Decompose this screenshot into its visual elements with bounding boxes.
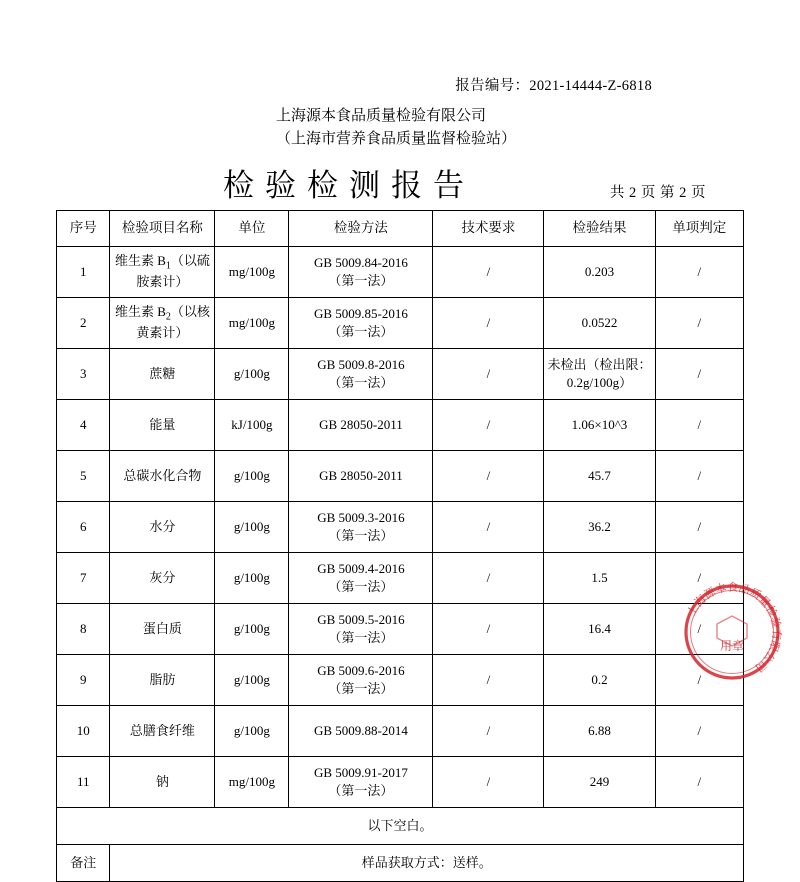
cell-requirement: /: [433, 756, 544, 807]
cell-result: 6.88: [544, 705, 655, 756]
cell-item-name: 脂肪: [110, 654, 215, 705]
cell-result: 249: [544, 756, 655, 807]
cell-item-name: 水分: [110, 501, 215, 552]
cell-requirement: /: [433, 603, 544, 654]
header-result: 检验结果: [544, 210, 655, 246]
cell-index: 9: [57, 654, 110, 705]
cell-unit: mg/100g: [215, 756, 289, 807]
cell-requirement: /: [433, 705, 544, 756]
cell-judgement: /: [655, 348, 744, 399]
table-row: [57, 756, 744, 807]
seal-center-text: 用章: [719, 639, 745, 653]
remark-row: [57, 844, 744, 881]
method-line1: GB 5009.85-2016: [313, 305, 408, 321]
cell-unit: mg/100g: [215, 297, 289, 348]
table-row: [57, 552, 744, 603]
cell-item-name: 总碳水化合物: [110, 450, 215, 501]
table-row: [57, 246, 744, 297]
cell-item-name: [110, 297, 215, 348]
table-row: [57, 654, 744, 705]
method-line1: GB 5009.8-2016: [317, 356, 405, 372]
report-number-value: 2021-14444-Z-6818: [529, 78, 652, 94]
method-line2: （第一法）: [328, 272, 394, 288]
cell-method: [289, 501, 433, 552]
cell-method: [289, 756, 433, 807]
cell-unit: g/100g: [215, 654, 289, 705]
table-row: [57, 603, 744, 654]
header-judgement: 单项判定: [655, 210, 744, 246]
method-line2: （第一法）: [328, 578, 394, 594]
cell-index: 3: [57, 348, 110, 399]
method-line2: （第一法）: [328, 782, 394, 798]
cell-item-name: 能量: [110, 399, 215, 450]
cell-result: 0.2: [544, 654, 655, 705]
cell-index: 6: [57, 501, 110, 552]
cell-judgement: /: [655, 297, 744, 348]
item-name-sub: 1: [165, 260, 171, 272]
cell-requirement: /: [433, 297, 544, 348]
issuing-organization: [56, 105, 744, 152]
cell-result: 未检出（检出限：0.2g/100g）: [544, 348, 655, 399]
cell-index: 2: [57, 297, 110, 348]
method-line1: GB 5009.5-2016: [317, 611, 405, 627]
cell-method: [289, 246, 433, 297]
org-subname: （上海市营养食品质量监督检验站）: [276, 131, 517, 148]
svg-text:上海源本食品质量检验有限公司: 上海源本食品质量检验有限公司: [685, 581, 783, 674]
header-index: 序号: [57, 210, 110, 246]
header-method: 检验方法: [289, 210, 433, 246]
item-name-main: 维生素 B: [114, 304, 166, 320]
cell-result: 45.7: [544, 450, 655, 501]
cell-judgement: /: [655, 705, 744, 756]
cell-item-name: 蔗糖: [110, 348, 215, 399]
table-row: [57, 450, 744, 501]
cell-index: 1: [57, 246, 110, 297]
cell-unit: g/100g: [215, 705, 289, 756]
cell-requirement: /: [433, 654, 544, 705]
item-name-rest: （以核: [170, 304, 210, 320]
item-name-line2: 黄素计）: [136, 325, 189, 341]
page-title: 检验检测报告: [223, 167, 475, 203]
item-name-line2: 胺素计）: [136, 274, 189, 290]
method-line1: GB 5009.84-2016: [313, 254, 408, 270]
cell-index: 7: [57, 552, 110, 603]
cell-method: [289, 297, 433, 348]
item-name-rest: （以硫: [170, 253, 210, 269]
cell-item-name: 灰分: [110, 552, 215, 603]
method-line1: GB 5009.6-2016: [317, 662, 405, 678]
cell-method: [289, 603, 433, 654]
cell-judgement: /: [655, 654, 744, 705]
table-row: [57, 348, 744, 399]
item-name-main: 维生素 B: [114, 253, 166, 269]
cell-index: 4: [57, 399, 110, 450]
cell-requirement: /: [433, 450, 544, 501]
cell-method: GB 5009.88-2014: [289, 705, 433, 756]
method-line1: GB 5009.3-2016: [317, 509, 405, 525]
cell-result: 0.0522: [544, 297, 655, 348]
report-number: [56, 74, 744, 95]
method-line2: （第一法）: [328, 680, 394, 696]
cell-unit: mg/100g: [215, 246, 289, 297]
cell-result: 36.2: [544, 501, 655, 552]
method-line2: （第一法）: [328, 323, 394, 339]
cell-result: 0.203: [544, 246, 655, 297]
cell-method: GB 28050-2011: [289, 450, 433, 501]
header-unit: 单位: [215, 210, 289, 246]
cell-result: 1.06×10^3: [544, 399, 655, 450]
cell-item-name: 总膳食纤维: [110, 705, 215, 756]
header-item-name: 检验项目名称: [110, 210, 215, 246]
table-row: [57, 501, 744, 552]
report-page: [0, 74, 800, 870]
table-row: [57, 705, 744, 756]
cell-result: 16.4: [544, 603, 655, 654]
remark-label: 备注: [57, 844, 110, 881]
header-requirement: 技术要求: [433, 210, 544, 246]
table-row: [57, 399, 744, 450]
method-line1: GB 5009.4-2016: [317, 560, 405, 576]
cell-unit: g/100g: [215, 348, 289, 399]
cell-requirement: /: [433, 552, 544, 603]
remark-value: 样品获取方式：送样。: [110, 844, 744, 881]
cell-requirement: /: [433, 348, 544, 399]
cell-index: 5: [57, 450, 110, 501]
method-line2: （第一法）: [328, 629, 394, 645]
table-header-row: [57, 210, 744, 246]
item-name-sub: 2: [165, 311, 171, 323]
cell-index: 10: [57, 705, 110, 756]
cell-method: [289, 348, 433, 399]
cell-unit: g/100g: [215, 501, 289, 552]
report-number-label: 报告编号：: [455, 78, 530, 94]
cell-judgement: /: [655, 246, 744, 297]
cell-unit: g/100g: [215, 603, 289, 654]
cell-judgement: /: [655, 603, 744, 654]
cell-method: GB 28050-2011: [289, 399, 433, 450]
cell-judgement: /: [655, 552, 744, 603]
cell-unit: g/100g: [215, 552, 289, 603]
cell-requirement: /: [433, 246, 544, 297]
cell-result: 1.5: [544, 552, 655, 603]
cell-judgement: /: [655, 501, 744, 552]
cell-method: [289, 552, 433, 603]
page-count: 共 2 页 第 2 页: [609, 184, 706, 201]
cell-unit: g/100g: [215, 450, 289, 501]
cell-item-name: 钠: [110, 756, 215, 807]
results-table: [56, 210, 744, 882]
method-line2: （第一法）: [328, 374, 394, 390]
cell-item-name: [110, 246, 215, 297]
cell-judgement: /: [655, 450, 744, 501]
blank-note: 以下空白。: [57, 807, 744, 844]
cell-judgement: /: [655, 399, 744, 450]
table-row: [57, 297, 744, 348]
cell-index: 8: [57, 603, 110, 654]
cell-unit: kJ/100g: [215, 399, 289, 450]
title-row: [56, 160, 744, 206]
cell-judgement: /: [655, 756, 744, 807]
org-name: 上海源本食品质量检验有限公司: [276, 108, 487, 124]
method-line1: GB 5009.91-2017: [313, 764, 408, 780]
cell-requirement: /: [433, 399, 544, 450]
cell-requirement: /: [433, 501, 544, 552]
cell-item-name: 蛋白质: [110, 603, 215, 654]
cell-method: [289, 654, 433, 705]
method-line2: （第一法）: [328, 527, 394, 543]
blank-note-row: [57, 807, 744, 844]
cell-index: 11: [57, 756, 110, 807]
